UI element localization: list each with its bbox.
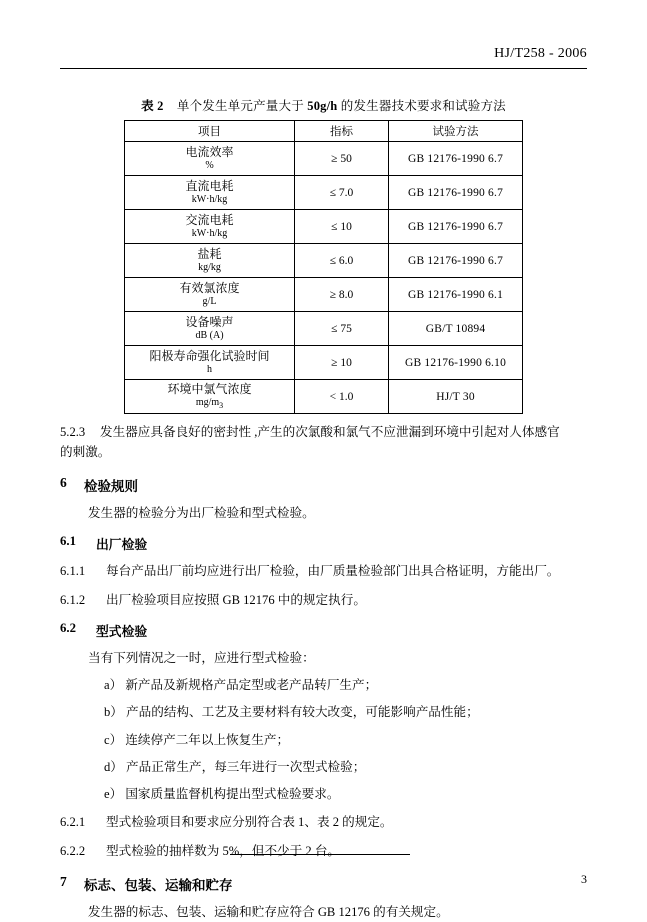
item-name: 设备噪声	[185, 314, 234, 329]
clause-number: 6.2.2	[60, 843, 86, 858]
item-unit: g/L	[202, 295, 217, 307]
item-unit: %	[205, 159, 214, 171]
cell-index: ≤ 6.0	[295, 244, 389, 278]
cell-method: GB 12176-1990 6.1	[389, 278, 523, 312]
section-number: 6	[60, 475, 67, 491]
table-row	[125, 142, 523, 176]
section-7-heading	[60, 874, 587, 894]
subsection-title: 型式检验	[96, 625, 148, 640]
list-item: e） 国家质量监督机构提出型式检验要求。	[104, 786, 340, 801]
clause-text: 型式检验的抽样数为 5%，但不少于 2 台。	[106, 843, 341, 858]
section-6-heading	[60, 475, 587, 495]
cell-method: GB 12176-1990 6.10	[389, 346, 523, 380]
item-unit: kW·h/kg	[191, 193, 228, 205]
item-unit: kg/kg	[198, 261, 221, 273]
cell-item	[125, 142, 295, 176]
section-6-2-heading	[60, 621, 587, 640]
list-item: a） 新产品及新规格产品定型或老产品转厂生产；	[104, 678, 378, 693]
cell-item	[125, 176, 295, 210]
table-row	[125, 380, 523, 414]
cell-index: < 1.0	[295, 380, 389, 414]
clause-6-1-1	[60, 562, 587, 582]
table-row	[125, 244, 523, 278]
cell-item	[125, 210, 295, 244]
clause-6-1-2	[60, 591, 587, 611]
table-caption: 表 2 单个发生单元产量大于 50g/h 的发生器技术要求和试验方法	[141, 99, 506, 113]
list-item: c） 连续停产二年以上恢复生产；	[104, 732, 290, 747]
cell-index: ≥ 50	[295, 142, 389, 176]
cell-item	[125, 278, 295, 312]
item-name: 盐耗	[197, 246, 222, 261]
item-name: 交流电耗	[185, 212, 234, 227]
item-name: 有效氯浓度	[179, 280, 240, 295]
clause-number: 5.2.3	[60, 425, 86, 439]
section-6-2-intro: 当有下列情况之一时，应进行型式检验：	[88, 651, 315, 666]
list-item: d） 产品正常生产，每三年进行一次型式检验；	[104, 759, 366, 774]
clause-6-2-2	[60, 842, 587, 862]
list-item: b） 产品的结构、工艺及主要材料有较大改变，可能影响产品性能；	[104, 705, 479, 720]
section-7-text: 发生器的标志、包装、运输和贮存应符合 GB 12176 的有关规定。	[88, 905, 449, 920]
table-row	[125, 312, 523, 346]
clause-number: 6.2.1	[60, 815, 86, 830]
clause-text-line1: 发生器应具备良好的密封性 ,产生的次氯酸和氯气不应泄漏到环境中引起对人体感官	[100, 425, 560, 439]
cell-index: ≥ 10	[295, 346, 389, 380]
item-name: 电流效率	[185, 144, 234, 159]
clause-text: 每台产品出厂前均应进行出厂检验，由厂质量检验部门出具合格证明，方能出厂。	[106, 564, 560, 579]
clause-number: 6.1.2	[60, 592, 86, 607]
item-unit: kW·h/kg	[191, 227, 228, 239]
item-unit: $mg/m_3$	[195, 396, 224, 410]
cell-item	[125, 346, 295, 380]
subsection-title: 出厂检验	[96, 538, 148, 553]
table-caption-bold: 50g/h	[307, 99, 338, 113]
cell-index: ≤ 10	[295, 210, 389, 244]
clause-6-2-1	[60, 813, 587, 833]
cell-method: GB/T 10894	[389, 312, 523, 346]
section-number: 7	[60, 874, 67, 890]
cell-method: GB 12176-1990 6.7	[389, 176, 523, 210]
cell-index: ≤ 75	[295, 312, 389, 346]
cell-method: GB 12176-1990 6.7	[389, 244, 523, 278]
table-caption-prefix: 表 2	[141, 99, 164, 113]
cell-method: GB 12176-1990 6.7	[389, 210, 523, 244]
header-method: 试验方法	[389, 121, 523, 142]
cell-index: ≥ 8.0	[295, 278, 389, 312]
standard-code: HJ/T258 - 2006	[494, 46, 587, 61]
table-row	[125, 176, 523, 210]
subsection-number: 6.1	[60, 534, 76, 549]
cell-item	[125, 380, 295, 414]
clause-text-line2: 的刺激。	[60, 444, 111, 459]
table-row	[125, 278, 523, 312]
table-row	[125, 210, 523, 244]
item-name: 环境中氯气浓度	[167, 382, 252, 396]
page-header	[494, 46, 587, 62]
section-title: 检验规则	[84, 479, 138, 495]
item-unit: dB (A)	[195, 329, 224, 341]
item-unit: h	[207, 363, 212, 375]
cell-index: ≤ 7.0	[295, 176, 389, 210]
page-content	[60, 88, 587, 922]
cell-method: HJ/T 30	[389, 380, 523, 414]
footer-divider	[230, 854, 410, 855]
section-title: 标志、包装、运输和贮存	[84, 878, 233, 894]
item-name: 阳极寿命强化试验时间	[149, 348, 270, 363]
header-item: 项目	[125, 121, 295, 142]
section-6-1-heading	[60, 534, 587, 553]
subsection-number: 6.2	[60, 621, 76, 636]
page-number: 3	[581, 872, 587, 886]
clause-5-2-3	[60, 423, 587, 462]
header-index: 指标	[295, 121, 389, 142]
spec-table	[124, 120, 523, 414]
table-header-row	[125, 121, 523, 142]
clause-text: 出厂检验项目应按照 GB 12176 中的规定执行。	[106, 592, 366, 607]
cell-item	[125, 312, 295, 346]
section-6-intro: 发生器的检验分为出厂检验和型式检验。	[88, 506, 315, 521]
header-divider	[60, 68, 587, 69]
clause-text: 型式检验项目和要求应分别符合表 1、表 2 的规定。	[106, 815, 393, 830]
clause-number: 6.1.1	[60, 564, 86, 579]
item-name: 直流电耗	[185, 178, 234, 193]
cell-item	[125, 244, 295, 278]
table-row	[125, 346, 523, 380]
cell-method: GB 12176-1990 6.7	[389, 142, 523, 176]
